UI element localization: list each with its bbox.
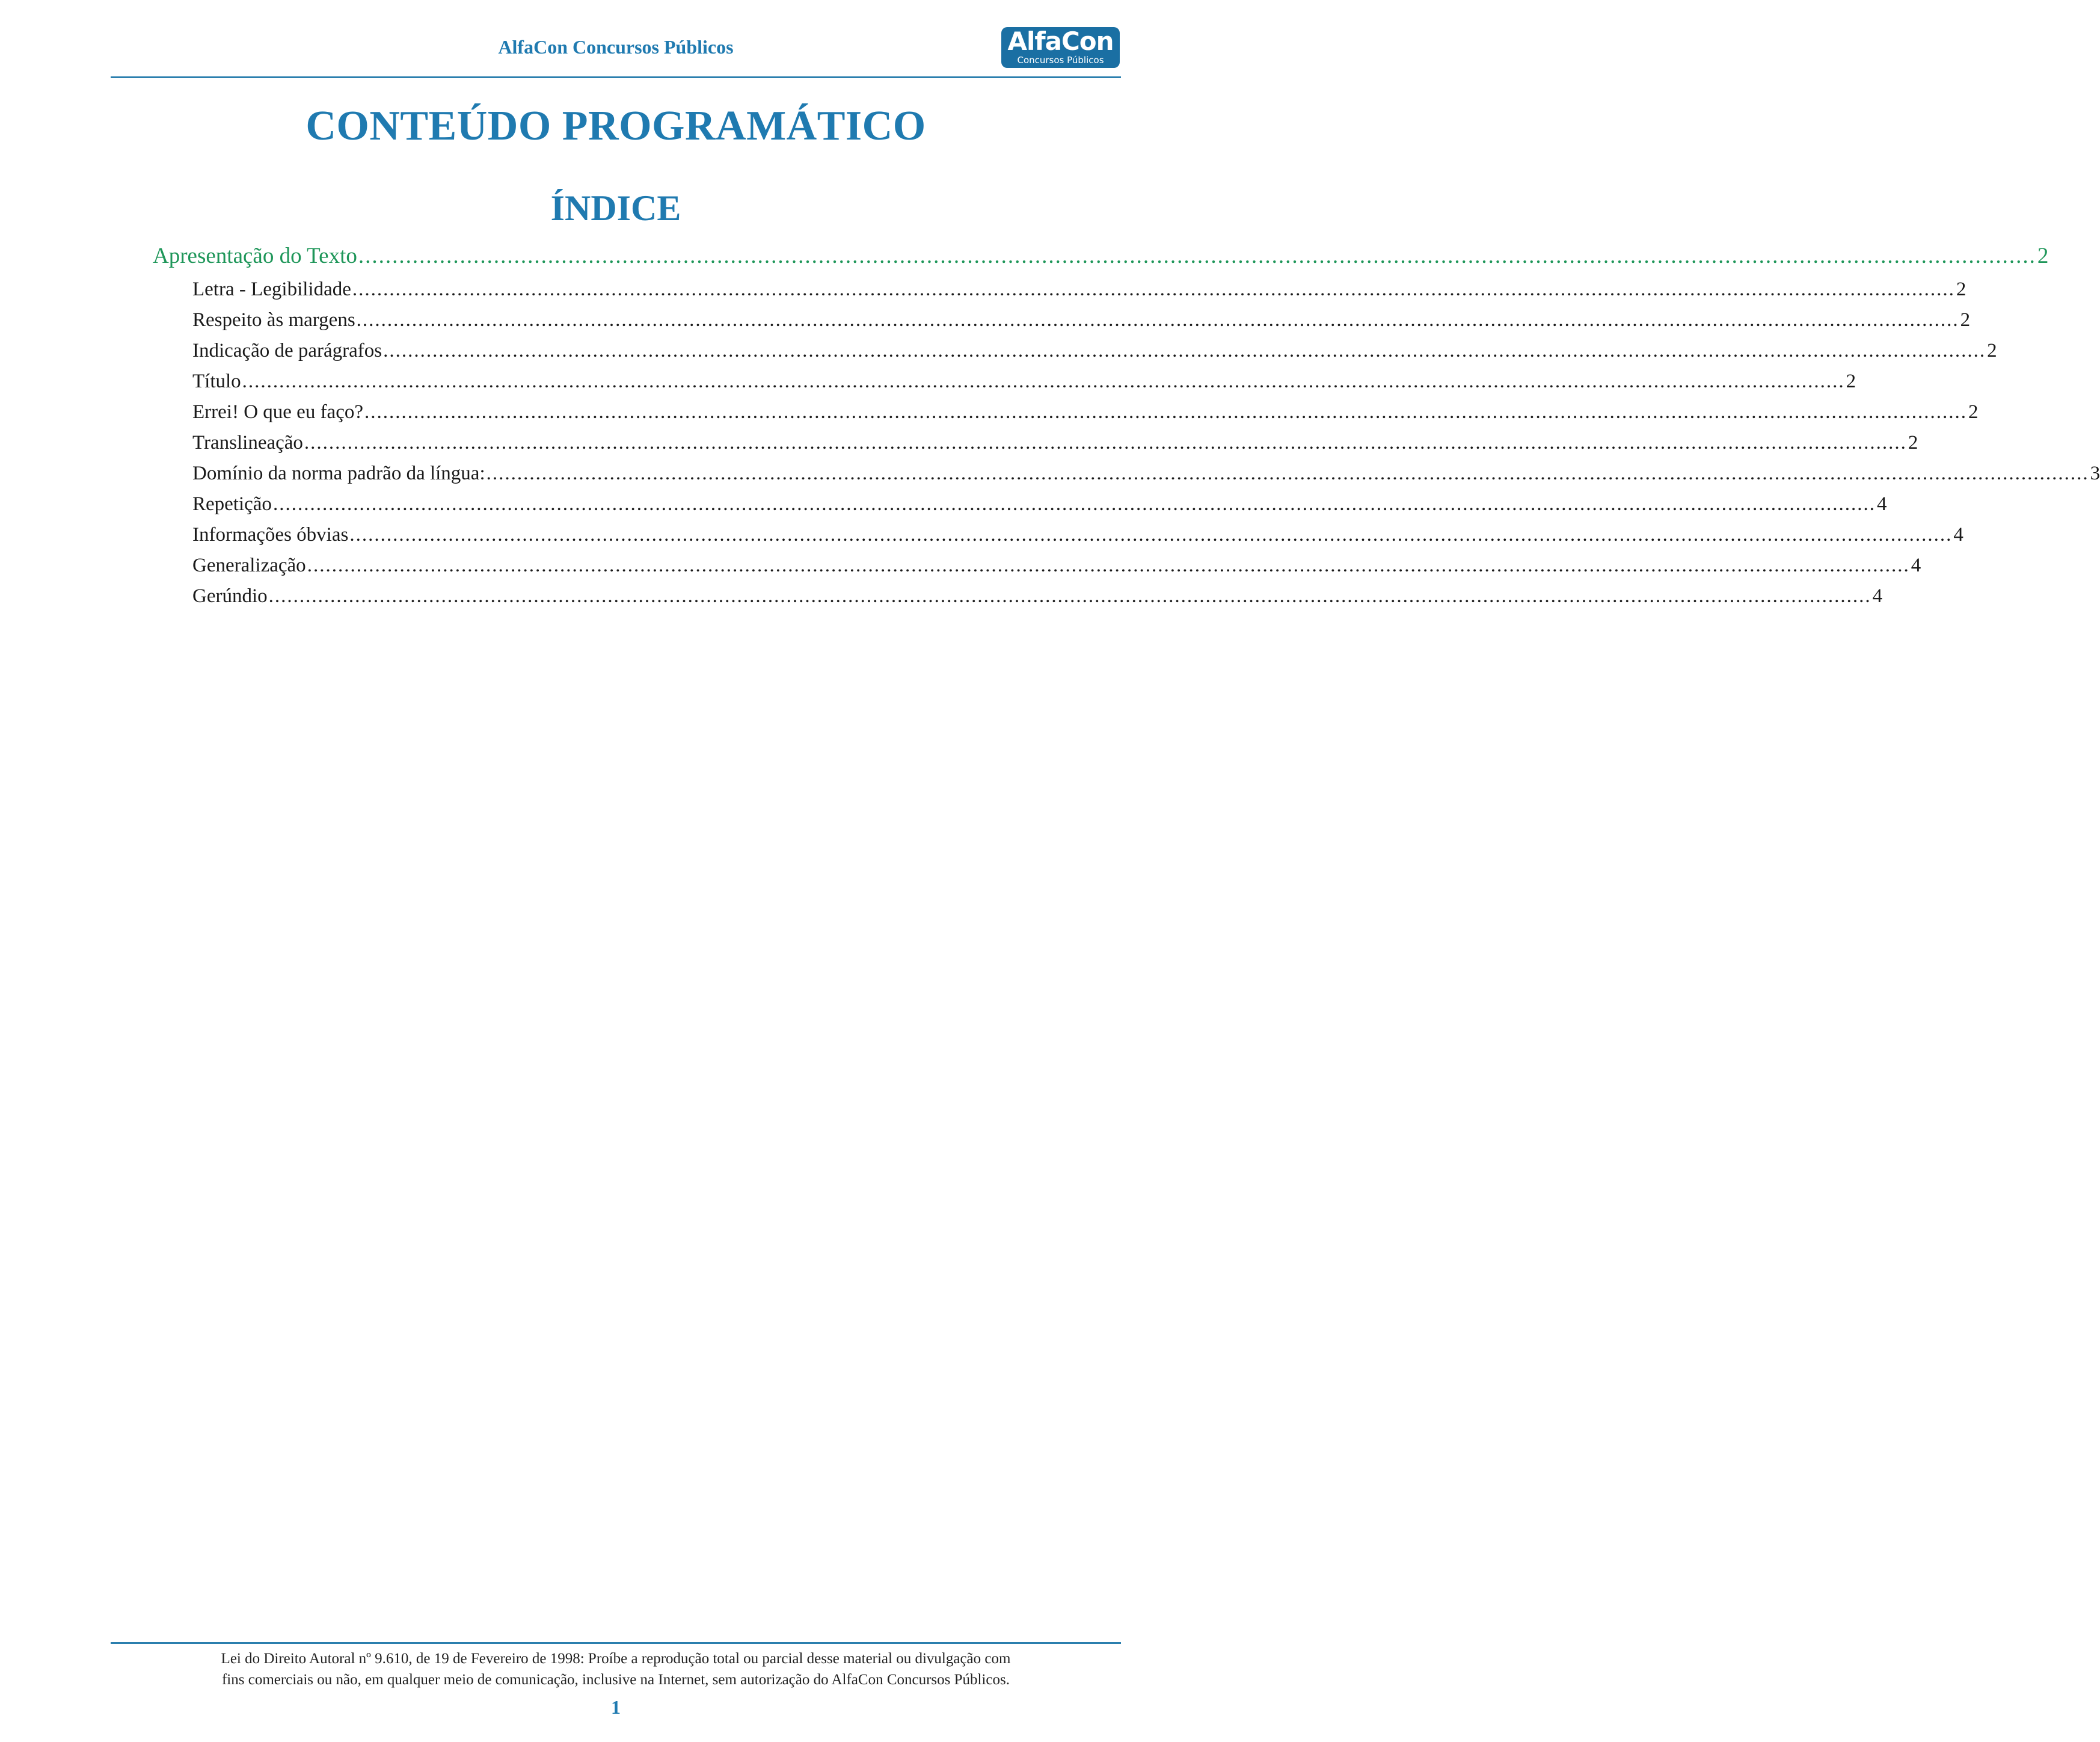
toc-entry-page: 2 [2037,244,2049,268]
toc-entry[interactable] [192,340,1997,362]
toc-entry-label: Apresentação do Texto [153,244,357,268]
header-divider [111,76,1121,78]
toc-entry-page: 4 [1953,524,1963,546]
toc-entry-label: Letra - Legibilidade [192,279,351,300]
toc-leader-dots: .................................................................................................................................................................................................................................................................... [364,401,1967,423]
toc-entry-page: 4 [1911,555,1921,576]
toc-entry-label: Generalização [192,555,306,576]
toc-entry-page: 4 [1876,493,1887,515]
toc-entry[interactable] [192,309,1971,331]
index-title: ÍNDICE [550,188,681,228]
logo-main-text: AlfaCon [1007,26,1114,56]
copyright-notice-line-1: Lei do Direito Autoral nº 9.610, de 19 de Fevereiro de 1998: Proíbe a reprodução total ou parcial desse material ou divulgação com [221,1651,1011,1667]
toc-entry-label: Translineação [192,432,303,454]
toc-leader-dots: .................................................................................................................................................................................................................................................................... [486,463,2089,484]
toc-entry-label: Informações óbvias [192,524,349,546]
toc-entry-label: Gerúndio [192,585,268,607]
toc-leader-dots: .................................................................................................................................................................................................................................................................... [383,340,1986,362]
toc-entry-page: 2 [1908,432,1918,454]
toc-entry-label: Domínio da norma padrão da língua: [192,463,485,484]
page-number: 1 [611,1696,621,1718]
toc-entry-page: 2 [1987,340,1997,362]
toc-leader-dots: .................................................................................................................................................................................................................................................................... [356,309,1959,331]
toc-leader-dots: .................................................................................................................................................................................................................................................................... [352,279,1955,300]
header-title: AlfaCon Concursos Públicos [498,36,734,58]
toc-entry-label: Repetição [192,493,272,515]
toc-entry-page: 4 [1872,585,1883,607]
toc-entry-label: Título [192,371,241,392]
toc-entry[interactable] [192,524,1963,546]
toc-leader-dots: .................................................................................................................................................................................................................................................................... [242,371,1845,392]
toc-leader-dots: .................................................................................................................................................................................................................................................................... [304,432,1907,454]
toc-entry-label: Indicação de parágrafos [192,340,382,362]
toc-entry[interactable] [192,279,1966,301]
alfacon-logo [1001,27,1120,68]
toc-section-entry[interactable] [153,243,2049,269]
toc-leader-dots: .................................................................................................................................................................................................................................................................... [268,585,1871,607]
toc-entry-label: Respeito às margens [192,309,355,331]
toc-entry[interactable] [192,585,1883,608]
logo-sub-text: Concursos Públicos [1017,55,1104,66]
toc-entry-page: 2 [1846,371,1856,392]
toc-entry-page: 2 [1968,401,1979,423]
toc-entry[interactable] [192,401,1979,423]
toc-entry[interactable] [192,463,2100,485]
toc-entry[interactable] [192,555,1921,577]
toc-leader-dots: ........................................................................................................................................................................................................................................................ [358,244,2036,268]
copyright-notice-line-2: fins comerciais ou não, em qualquer meio de comunicação, inclusive na Internet, sem autorização do AlfaCon Concursos Públicos. [221,1672,1010,1688]
toc-entry[interactable] [192,493,1887,516]
toc-leader-dots: .................................................................................................................................................................................................................................................................... [349,524,1953,546]
toc-entry-page: 3 [2090,463,2100,484]
toc-entry-label: Errei! O que eu faço? [192,401,363,423]
main-title: CONTEÚDO PROGRAMÁTICO [305,103,926,149]
toc-entry-page: 2 [1956,279,1966,300]
toc-leader-dots: .................................................................................................................................................................................................................................................................... [307,555,1910,576]
toc-entry[interactable] [192,432,1918,454]
toc-leader-dots: .................................................................................................................................................................................................................................................................... [272,493,1876,515]
toc-entry-page: 2 [1960,309,1971,331]
footer-divider [111,1642,1121,1644]
toc-entry[interactable] [192,371,1856,393]
